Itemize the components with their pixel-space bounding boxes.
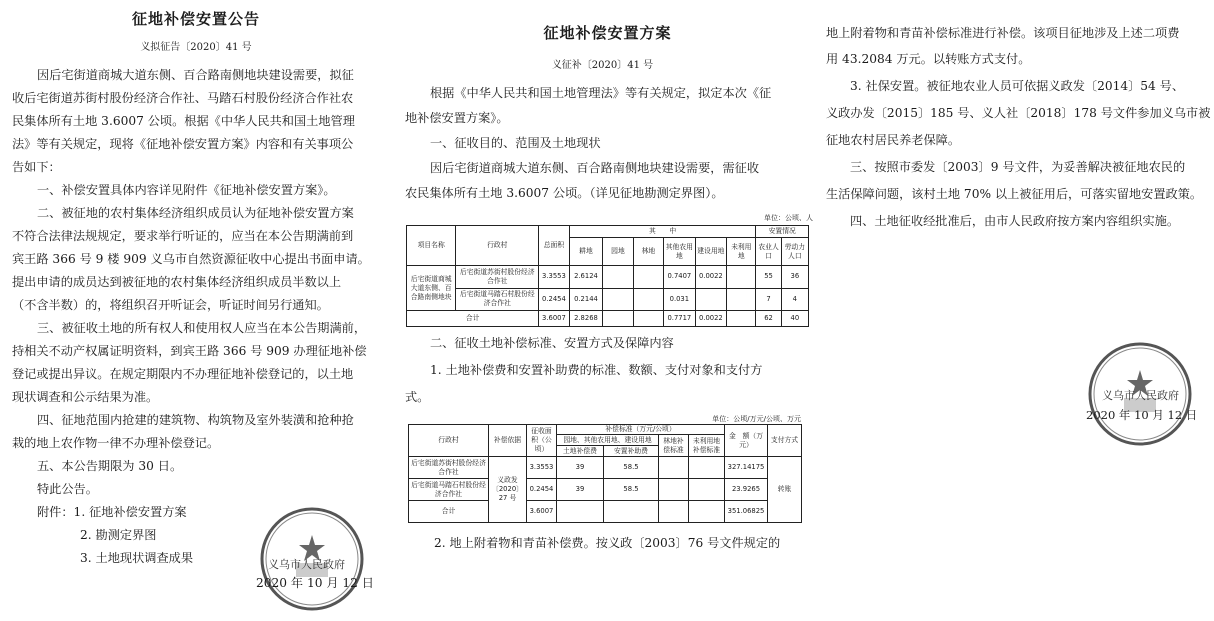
th-basis: 补偿依据 <box>489 425 527 457</box>
basis-cell: 义政发〔2020〕27 号 <box>489 457 527 523</box>
continued-line: 征地农村居民养老保障。 <box>826 133 961 147</box>
continued-line: 四、土地征收经批准后，由市人民政府按方案内容组织实施。 <box>850 214 1180 228</box>
continued-line: 地上附着物和青苗补偿标准进行补偿。该项目征地涉及上述二项费 <box>826 26 1180 40</box>
th-village: 行政村 <box>456 226 539 266</box>
land-table <box>406 225 809 327</box>
value-cell: 40 <box>781 310 808 326</box>
table-row <box>407 266 809 288</box>
value-cell <box>689 501 725 523</box>
value-cell <box>603 310 633 326</box>
value-cell: 36 <box>781 266 808 288</box>
value-cell <box>689 479 725 501</box>
value-cell <box>604 501 659 523</box>
notice-line: 二、被征地的农村集体经济组织成员认为征地补偿安置方案 <box>37 206 354 220</box>
notice-line: 告如下： <box>12 160 61 174</box>
th-project: 项目名称 <box>407 226 456 266</box>
th-resettle-fee: 安置补助费 <box>604 446 659 457</box>
notice-doc-number: 义拟征告〔2020〕41 号 <box>140 42 252 53</box>
th-col: 建设用地 <box>695 238 726 266</box>
value-cell: 2.6124 <box>569 266 603 288</box>
total-cell: 0.2454 <box>539 288 569 310</box>
pay-cell: 转账 <box>768 457 802 523</box>
value-cell <box>659 479 689 501</box>
notice-line: 法》等有关规定，现将《征地补偿安置方案》内容和有关事项公 <box>12 137 354 151</box>
notice-line: （不含半数）的，将组织召开听证会，听证时间另行通知。 <box>12 298 329 312</box>
continued-date: 2020 年 10 月 12 日 <box>1086 408 1198 422</box>
value-cell: 39 <box>557 457 604 479</box>
notice-line: 提出申请的成员达到被征地的农村集体经济组织成员半数以上 <box>12 275 342 289</box>
amount-cell: 351.06825 <box>725 501 768 523</box>
plan-line: 1. 土地补偿费和安置补助费的标准、数额、支付对象和支付方 <box>430 363 763 377</box>
value-cell: 0.7717 <box>664 310 695 326</box>
notice-line: 宾王路 366 号 9 楼 909 义乌市自然资源征收中心提出书面申请。 <box>12 252 370 266</box>
value-cell: 39 <box>557 479 604 501</box>
th-standard: 补偿标准（万元/公顷） <box>557 425 725 435</box>
value-cell: 0.7407 <box>664 266 695 288</box>
value-cell: 2.8268 <box>569 310 603 326</box>
value-cell <box>633 288 663 310</box>
value-cell <box>659 457 689 479</box>
table-row <box>409 457 802 479</box>
continued-line: 义政办发〔2015〕185 号、义人社〔2018〕178 号文件参加义乌市被 <box>826 106 1211 120</box>
continued-seal-text: 义乌市人民政府 <box>1102 389 1179 402</box>
value-cell: 62 <box>756 310 781 326</box>
notice-line: 登记或提出异议。在规定期限内不办理征地补偿登记的，以土地 <box>12 367 354 381</box>
sum-label-cell: 合计 <box>407 310 539 326</box>
value-cell <box>659 501 689 523</box>
plan-title: 征地补偿安置方案 <box>543 24 672 42</box>
th-col: 其他农用地 <box>664 238 695 266</box>
value-cell: 0.2144 <box>569 288 603 310</box>
area-cell: 0.2454 <box>527 479 557 501</box>
notice-line: 持相关不动产权属证明资料，到宾王路 366 号 909 办理征地补偿 <box>12 344 367 358</box>
table-row-total <box>409 501 802 523</box>
value-cell <box>695 288 726 310</box>
th-resettle: 安置情况 <box>756 226 809 238</box>
village-cell: 后宅街道马踏石村股份经济合作社 <box>409 479 489 501</box>
notice-attachment-1: 附件：1. 征地补偿安置方案 <box>37 505 187 519</box>
notice-line: 收后宅街道苏街村股份经济合作社、马踏石村股份经济合作社农 <box>12 91 354 105</box>
th-col: 林地 <box>633 238 663 266</box>
value-cell <box>727 310 756 326</box>
th-forest: 林地补偿标准 <box>659 435 689 457</box>
plan-section-1-heading: 一、征收目的、范围及土地现状 <box>430 136 601 150</box>
th-unused: 未利用地补偿标准 <box>689 435 725 457</box>
continued-line: 三、按照市委发〔2003〕9 号文件，为妥善解决被征地农民的 <box>850 160 1186 174</box>
value-cell <box>689 457 725 479</box>
notice-line: 特此公告。 <box>37 482 98 496</box>
total-cell: 3.3553 <box>539 266 569 288</box>
value-cell: 0.0022 <box>695 266 726 288</box>
th-area: 征收面积（公顷） <box>527 425 557 457</box>
village-cell: 后宅街道马踏石村股份经济合作社 <box>456 288 539 310</box>
table1-unit: 单位：公顷、人 <box>764 214 813 222</box>
plan-line: 因后宅街道商城大道东侧、百合路南侧地块建设需要，需征收 <box>430 161 760 175</box>
village-cell: 后宅街道苏街村股份经济合作社 <box>409 457 489 479</box>
table-row <box>407 288 809 310</box>
value-cell: 4 <box>781 288 808 310</box>
notice-date: 2020 年 10 月 12 日 <box>256 576 374 590</box>
notice-line: 四、征地范围内抢建的建筑物、构筑物及室外装潢和抢种抢 <box>37 413 354 427</box>
th-pay: 支付方式 <box>768 425 802 457</box>
sum-label-cell: 合计 <box>409 501 489 523</box>
value-cell <box>603 266 633 288</box>
th-col: 耕地 <box>569 238 603 266</box>
plan-line: 式。 <box>405 390 430 404</box>
notice-line: 现状调查和公示结果为准。 <box>12 390 159 404</box>
continued-line: 生活保障问题，该村土地 70% 以上被征用后，可落实留地安置政策。 <box>826 187 1203 201</box>
continued-line: 3. 社保安置。被征地农业人员可依据义政发〔2014〕54 号、 <box>850 79 1185 93</box>
notice-line: 一、补偿安置具体内容详见附件《征地补偿安置方案》。 <box>37 183 336 197</box>
notice-title: 征地补偿安置公告 <box>131 10 260 28</box>
amount-cell: 327.14175 <box>725 457 768 479</box>
plan-line: 根据《中华人民共和国土地管理法》等有关规定，拟定本次《征 <box>430 86 772 100</box>
value-cell <box>603 288 633 310</box>
notice-line: 三、被征收土地的所有权人和使用权人应当在本公告期满前， <box>37 321 367 335</box>
value-cell <box>633 310 663 326</box>
table-row <box>409 479 802 501</box>
value-cell: 7 <box>756 288 781 310</box>
th-among: 其 中 <box>569 226 756 238</box>
th-standard-sub: 园地、其他农用地、建设用地 <box>557 435 659 446</box>
notice-line: 不符合法律法规规定，要求举行听证的，应当在本公告期满前到 <box>12 229 354 243</box>
th-col: 劳动力人口 <box>781 238 808 266</box>
continued-line: 用 43.2084 万元。以转账方式支付。 <box>826 52 1031 66</box>
area-cell: 3.6007 <box>527 501 557 523</box>
th-village: 行政村 <box>409 425 489 457</box>
value-cell: 58.5 <box>604 457 659 479</box>
project-name-cell: 后宅街道商城大道东侧、百合路南侧地块 <box>407 266 456 310</box>
plan-line: 2. 地上附着物和青苗补偿费。按义政〔2003〕76 号文件规定的 <box>434 536 781 550</box>
notice-line: 民集体所有土地 3.6007 公顷。根据《中华人民共和国土地管理 <box>12 114 355 128</box>
value-cell <box>557 501 604 523</box>
notice-attachment-3: 3. 土地现状调查成果 <box>80 551 194 565</box>
th-total: 总面积 <box>539 226 569 266</box>
plan-page <box>400 0 815 621</box>
value-cell <box>727 266 756 288</box>
plan-continued-page <box>818 0 1214 621</box>
value-cell: 58.5 <box>604 479 659 501</box>
compensation-table <box>408 424 802 523</box>
value-cell <box>727 288 756 310</box>
th-col: 未利用地 <box>727 238 756 266</box>
notice-page <box>0 0 392 621</box>
plan-section-2-heading: 二、征收土地补偿标准、安置方式及保障内容 <box>430 336 674 350</box>
value-cell: 0.031 <box>664 288 695 310</box>
value-cell: 55 <box>756 266 781 288</box>
th-col: 园地 <box>603 238 633 266</box>
value-cell <box>633 266 663 288</box>
total-cell: 3.6007 <box>539 310 569 326</box>
village-cell: 后宅街道苏街村股份经济合作社 <box>456 266 539 288</box>
notice-line: 栽的地上农作物一律不办理补偿登记。 <box>12 436 220 450</box>
plan-doc-number: 义征补〔2020〕41 号 <box>551 60 654 71</box>
amount-cell: 23.9265 <box>725 479 768 501</box>
th-col: 农业人口 <box>756 238 781 266</box>
th-amount: 金 额（万元） <box>725 425 768 457</box>
table2-unit: 单位：公顷/万元/公顷、万元 <box>712 415 801 423</box>
th-land-fee: 土地补偿费 <box>557 446 604 457</box>
notice-line: 五、本公告期限为 30 日。 <box>37 459 183 473</box>
area-cell: 3.3553 <box>527 457 557 479</box>
table-row-total <box>407 310 809 326</box>
plan-line: 地补偿安置方案》。 <box>405 111 509 125</box>
plan-line: 农民集体所有土地 3.6007 公顷。（详见征地勘测定界图）。 <box>405 186 724 200</box>
notice-attachment-2: 2. 勘测定界图 <box>80 528 157 542</box>
notice-seal-text: 义乌市人民政府 <box>268 558 345 571</box>
value-cell: 0.0022 <box>695 310 726 326</box>
notice-line: 因后宅街道商城大道东侧、百合路南侧地块建设需要，拟征 <box>37 68 354 82</box>
